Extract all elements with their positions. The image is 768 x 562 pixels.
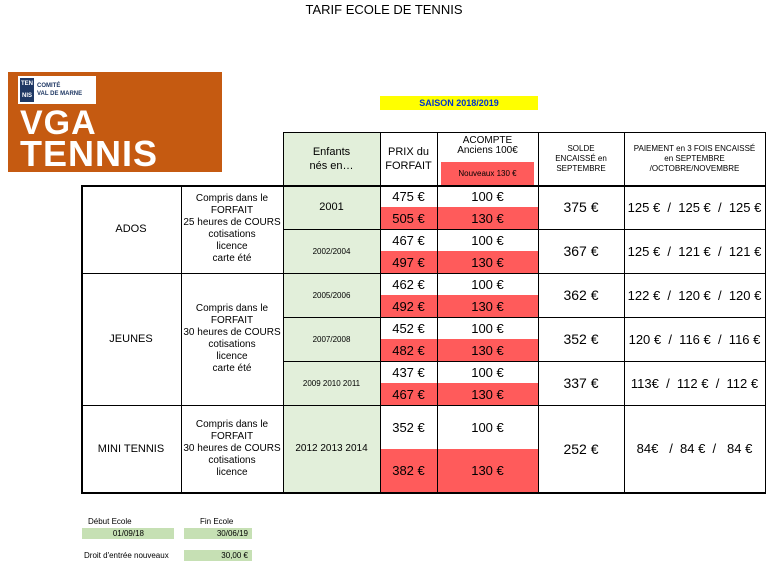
price-old: 475 € xyxy=(392,188,425,204)
header-prix: PRIX du FORFAIT xyxy=(385,145,432,172)
header-col-border xyxy=(624,132,625,185)
row-years: 2001 xyxy=(283,185,380,229)
group-border xyxy=(81,405,765,406)
season-banner: SAISON 2018/2019 xyxy=(380,96,538,110)
deposit-old: 100 € xyxy=(471,188,504,204)
row-years: 2009 2010 2011 xyxy=(283,361,380,405)
description-line: cotisations xyxy=(208,339,256,350)
debut-label: Début Ecole xyxy=(88,517,132,526)
price-new: 492 € xyxy=(380,295,437,317)
price-new: 505 € xyxy=(380,207,437,229)
row-years: 2005/2006 xyxy=(283,273,380,317)
description-line: Compris dans le xyxy=(195,193,269,204)
description-line: licence xyxy=(216,241,248,252)
deposit-new: 130 € xyxy=(437,339,538,361)
description-line: Compris dans le xyxy=(195,303,269,314)
description-line: carte été xyxy=(212,363,252,374)
deposit-old: 100 € xyxy=(471,364,504,380)
description-line: FORFAIT xyxy=(210,430,254,442)
col-border xyxy=(380,185,381,492)
price-old: 452 € xyxy=(392,320,425,336)
header-col-border xyxy=(437,132,438,185)
description-line: FORFAIT xyxy=(210,205,254,216)
row-border xyxy=(283,317,765,318)
description-line: licence xyxy=(216,466,248,478)
payment-3x: 125 € / 125 € / 125 € xyxy=(627,199,762,215)
header-solde: SOLDE ENCAISSÉ en SEPTEMBRE xyxy=(555,143,607,173)
page-title: TARIF ECOLE DE TENNIS xyxy=(305,2,463,17)
solde: 367 € xyxy=(563,243,599,259)
description-line: Compris dans le xyxy=(195,418,269,430)
fin-value: 30/06/19 xyxy=(184,528,252,539)
description-line: licence xyxy=(216,351,248,362)
price-old: 462 € xyxy=(392,276,425,292)
deposit-new: 130 € xyxy=(437,449,538,492)
col-border xyxy=(181,185,182,492)
description-line: cotisations xyxy=(208,229,256,240)
solde: 362 € xyxy=(563,287,599,303)
price-old: 467 € xyxy=(392,232,425,248)
deposit-old: 100 € xyxy=(471,232,504,248)
price-new: 382 € xyxy=(380,449,437,492)
header-col-border xyxy=(538,132,539,185)
header-acompte: ACOMPTE Anciens 100€ xyxy=(457,135,518,156)
group-description xyxy=(181,185,283,273)
row-years: 2002/2004 xyxy=(283,229,380,273)
group-ados: ADOS xyxy=(115,223,147,235)
deposit-new: 130 € xyxy=(437,295,538,317)
row-years: 2007/2008 xyxy=(283,317,380,361)
table-top-border xyxy=(81,185,766,187)
deposit-new: 130 € xyxy=(437,383,538,405)
col-border xyxy=(283,185,284,492)
price-new: 497 € xyxy=(380,251,437,273)
header-enfants: Enfants nés en… xyxy=(283,132,380,185)
droit-value: 30,00 € xyxy=(184,550,252,561)
col-border xyxy=(624,185,625,492)
price-new: 467 € xyxy=(380,383,437,405)
payment-3x: 122 € / 120 € / 120 € xyxy=(627,287,762,303)
fin-label: Fin Ecole xyxy=(200,517,234,526)
logo-line1: VGA xyxy=(20,104,97,142)
col-border xyxy=(437,185,438,492)
price-old: 437 € xyxy=(392,364,425,380)
table-left-border xyxy=(81,185,83,492)
debut-value: 01/09/18 xyxy=(82,528,174,539)
header-col-border xyxy=(283,132,284,185)
header-paiement: PAIEMENT en 3 FOIS ENCAISSÉ en SEPTEMBRE /OCTOBRE/NOVEMBRE xyxy=(633,143,756,173)
solde: 252 € xyxy=(563,440,599,457)
badge-line2: VAL DE MARNE xyxy=(37,91,83,97)
payment-3x: 84€ / 84 € / 84 € xyxy=(636,441,753,456)
table-bottom-border xyxy=(81,492,766,494)
header-col-border xyxy=(380,132,381,185)
row-border xyxy=(283,229,765,230)
deposit-new: 130 € xyxy=(437,251,538,273)
solde: 352 € xyxy=(563,331,599,347)
price-old: 352 € xyxy=(392,419,425,435)
badge-line1: COMITÉ xyxy=(37,83,61,89)
droit-label: Droit d'entrée nouveaux xyxy=(84,551,169,560)
row-border xyxy=(283,361,765,362)
solde: 337 € xyxy=(563,375,599,391)
description-line: carte été xyxy=(212,253,252,264)
solde: 375 € xyxy=(563,199,599,215)
logo-line2: TENNIS xyxy=(20,133,159,174)
ten-nis-mark: TEN NIS xyxy=(20,78,34,102)
group-mini-tennis: MINI TENNIS xyxy=(97,442,165,455)
price-new: 482 € xyxy=(380,339,437,361)
group-description xyxy=(181,405,283,492)
col-border xyxy=(538,185,539,492)
description-line: cotisations xyxy=(208,454,256,466)
deposit-old: 100 € xyxy=(471,419,504,435)
row-years: 2012 2013 2014 xyxy=(283,405,380,492)
group-description xyxy=(181,273,283,405)
col-border xyxy=(765,185,766,492)
payment-3x: 125 € / 121 € / 121 € xyxy=(627,243,762,259)
deposit-new: 130 € xyxy=(437,207,538,229)
deposit-old: 100 € xyxy=(471,320,504,336)
group-jeunes: JEUNES xyxy=(109,333,153,345)
description-line: 30 heures de COURS xyxy=(183,327,281,338)
payment-3x: 113€ / 112 € / 112 € xyxy=(630,375,759,391)
header-col-border xyxy=(765,132,766,185)
payment-3x: 120 € / 116 € / 116 € xyxy=(628,331,761,347)
description-line: 30 heures de COURS xyxy=(183,442,281,454)
deposit-old: 100 € xyxy=(471,276,504,292)
description-line: 25 heures de COURS xyxy=(183,217,281,228)
group-border xyxy=(81,273,765,274)
description-line: FORFAIT xyxy=(210,315,254,326)
header-acompte-new: Nouveaux 130 € xyxy=(441,162,534,185)
header-top-border xyxy=(283,132,766,133)
